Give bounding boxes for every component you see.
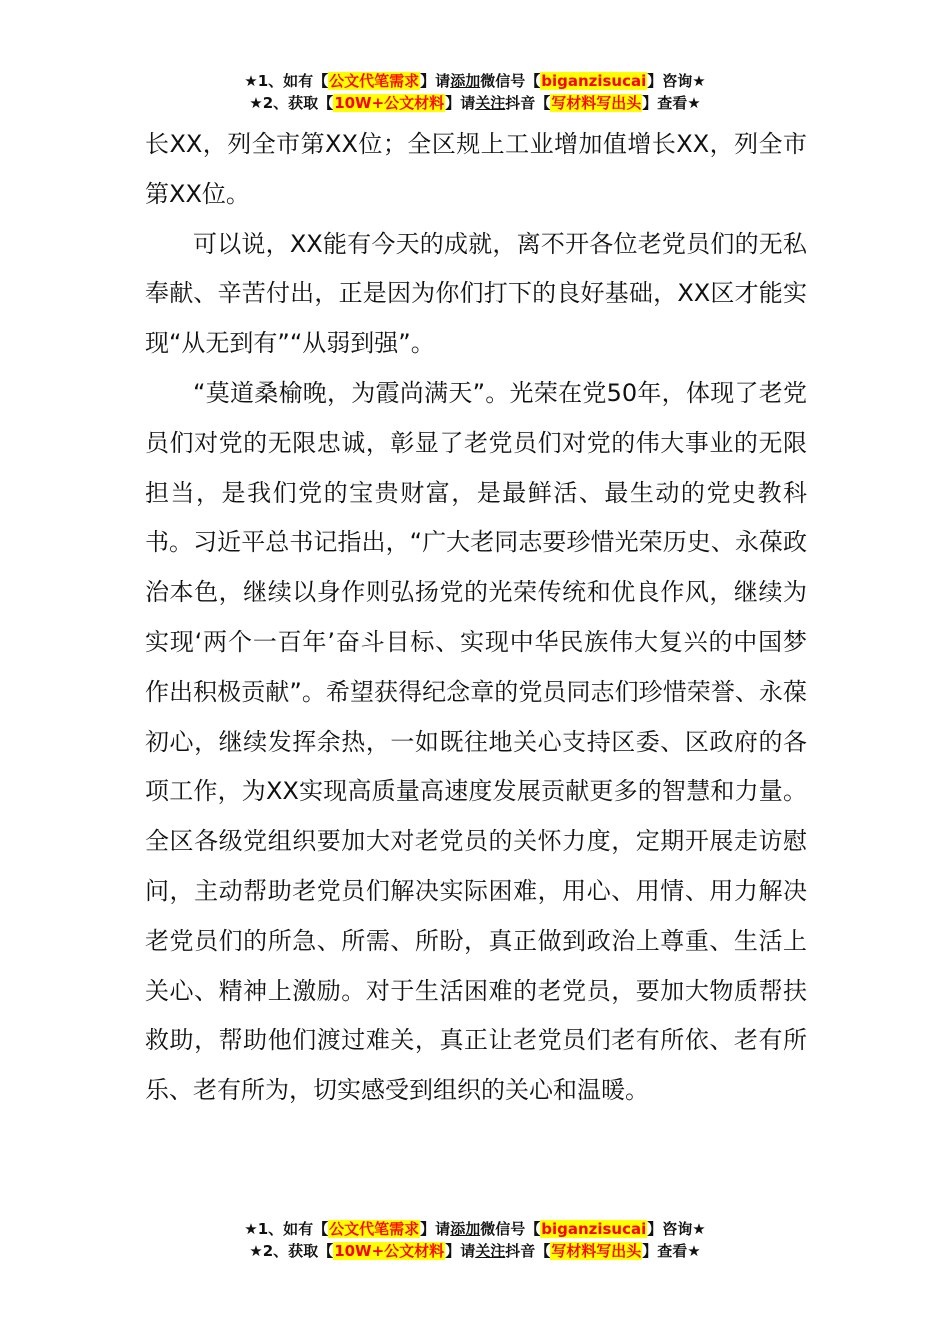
banner-emphasis: 关注 bbox=[475, 94, 506, 112]
top-banner bbox=[0, 70, 950, 114]
highlight-wechat-id: biganzisucai bbox=[541, 1220, 647, 1238]
banner-text: 微信号【 bbox=[480, 72, 541, 90]
banner-text: 抖音【 bbox=[505, 94, 551, 112]
banner-text: 】查看★ bbox=[642, 1242, 701, 1260]
highlight-douyin-account: 写材料写出头 bbox=[551, 94, 642, 112]
banner-emphasis: 添加 bbox=[450, 72, 481, 90]
paragraph-1: 长XX，列全市第XX位；全区规上工业增加值增长XX，列全市第XX位。 bbox=[145, 130, 807, 208]
banner-text: ★1、如有【 bbox=[244, 1220, 329, 1238]
banner-text: 】咨询★ bbox=[647, 72, 706, 90]
banner-line-1 bbox=[0, 70, 950, 92]
highlight-service: 公文代笔需求 bbox=[329, 72, 420, 90]
banner-text: 】请 bbox=[420, 1220, 451, 1238]
banner-line-2 bbox=[0, 1240, 950, 1262]
banner-text: ★2、获取【 bbox=[249, 94, 334, 112]
paragraph-2: 可以说，XX能有今天的成就，离不开各位老党员们的无私奉献、辛苦付出，正是因为你们打下的良好基础，XX区才能实现“从无到有”“从弱到强”。 bbox=[145, 229, 807, 358]
banner-text: 微信号【 bbox=[480, 1220, 541, 1238]
banner-text: ★2、获取【 bbox=[249, 1242, 334, 1260]
highlight-wechat-id: biganzisucai bbox=[541, 72, 647, 90]
banner-text: 】请 bbox=[445, 94, 476, 112]
document-body bbox=[145, 120, 807, 1116]
banner-emphasis: 关注 bbox=[475, 1242, 506, 1260]
banner-text: 】请 bbox=[445, 1242, 476, 1260]
banner-text: 】请 bbox=[420, 72, 451, 90]
banner-line-2 bbox=[0, 92, 950, 114]
banner-text: 】查看★ bbox=[642, 94, 701, 112]
banner-text: 抖音【 bbox=[505, 1242, 551, 1260]
banner-line-1 bbox=[0, 1218, 950, 1240]
highlight-materials: 10W+公文材料 bbox=[334, 94, 445, 112]
paragraph-3: “莫道桑榆晚，为霞尚满天”。光荣在党50年，体现了老党员们对党的无限忠诚，彰显了老党员们对党的伟大事业的无限担当，是我们党的宝贵财富，是最鲜活、最生动的党史教科书。习近平总书记指出，“广大老同志要珍惜光荣历史、永葆政治本色，继续以身作则弘扬党的光荣传统和优良作风，继续为实现‘两个一百年’奋斗目标、实现中华民族伟大复兴的中国梦作出积极贡献”。希望获得纪念章的党员同志们珍惜荣誉、永葆初心，继续发挥余热，一如既往地关心支持区委、区政府的各项工作，为XX实现高质量高速度发展贡献更多的智慧和力量。全区各级党组织要加大对老党员的关怀力度，定期开展走访慰问，主动帮助老党员们解决实际困难，用心、用情、用力解决老党员们的所急、所需、所盼，真正做到政治上尊重、生活上关心、精神上激励。对于生活困难的老党员，要加大物质帮扶救助，帮助他们渡过难关，真正让老党员们老有所依、老有所乐、老有所为，切实感受到组织的关心和温暖。 bbox=[145, 378, 807, 1105]
highlight-materials: 10W+公文材料 bbox=[334, 1242, 445, 1260]
banner-text: ★1、如有【 bbox=[244, 72, 329, 90]
bottom-banner bbox=[0, 1218, 950, 1262]
highlight-service: 公文代笔需求 bbox=[329, 1220, 420, 1238]
banner-emphasis: 添加 bbox=[450, 1220, 481, 1238]
banner-text: 】咨询★ bbox=[647, 1220, 706, 1238]
highlight-douyin-account: 写材料写出头 bbox=[551, 1242, 642, 1260]
